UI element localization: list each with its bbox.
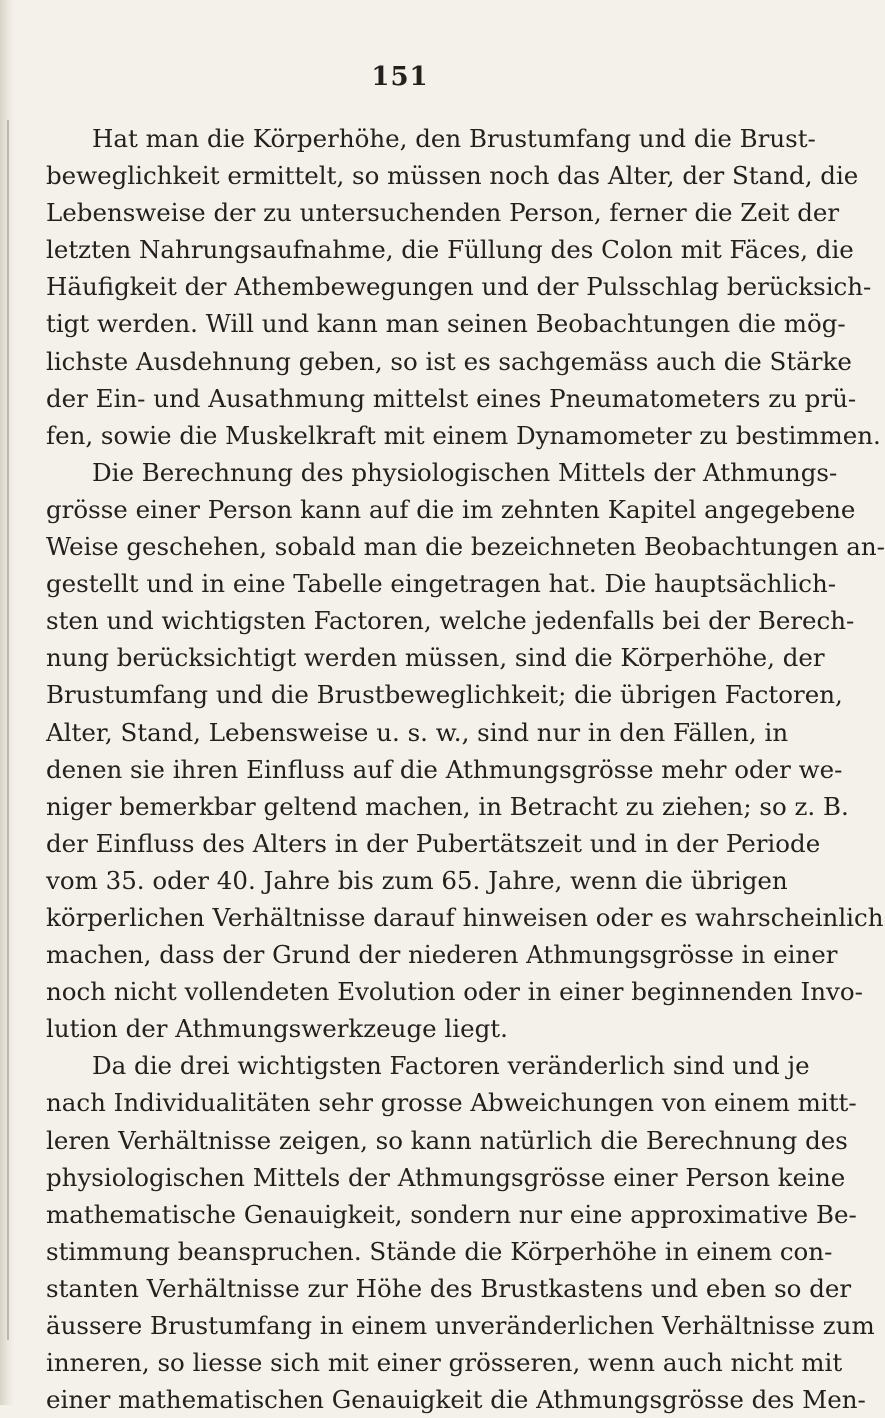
text-line: sten und wichtigsten Factoren, welche jedenfalls bei der Berech- [46,606,855,636]
text-line: stanten Verhältnisse zur Höhe des Brustkastens und eben so der [46,1273,852,1303]
text-line: Hat man die Körperhöhe, den Brustumfang und die Brust- [92,124,816,153]
text-line: letzten Nahrungsaufnahme, die Füllung des Colon mit Fäces, die [46,235,854,265]
text-line: Brustumfang und die Brustbeweglichkeit; die übrigen Factoren, [46,680,843,710]
text-line: tigt werden. Will und kann man seinen Beobachtungen die mög- [46,309,846,339]
text-line: noch nicht vollendeten Evolution oder in einer beginnenden Invo- [46,977,863,1007]
text-line: denen sie ihren Einfluss auf die Athmungsgrösse mehr oder we- [46,754,843,784]
text-line: nung berücksichtigt werden müssen, sind die Körperhöhe, der [46,643,825,673]
text-line: körperlichen Verhältnisse darauf hinweisen oder es wahrscheinlich [46,902,884,932]
text-line: Weise geschehen, sobald man die bezeichneten Beobachtungen an- [46,532,885,562]
body-text [46,120,885,1418]
text-line: Da die drei wichtigsten Factoren veränderlich sind und je [92,1051,810,1081]
text-line: inneren, so liesse sich mit einer grösseren, wenn auch nicht mit [46,1348,843,1378]
text-line: der Einfluss des Alters in der Pubertätszeit und in der Periode [46,828,821,858]
text-line: stimmung beanspruchen. Stände die Körperhöhe in einem con- [46,1236,833,1266]
text-line: leren Verhältnisse zeigen, so kann natürlich die Berechnung des [46,1125,848,1155]
text-line: lution der Athmungswerkzeuge liegt. [46,1014,508,1044]
text-line: Lebensweise der zu untersuchenden Person, ferner die Zeit der [46,198,840,228]
text-line: Häufigkeit der Athembewegungen und der Pulsschlag berücksich- [46,272,872,302]
text-line: Alter, Stand, Lebensweise u. s. w., sind nur in den Fällen, in [46,717,789,747]
text-line: nach Individualitäten sehr grosse Abweichungen von einem mitt- [46,1088,857,1118]
text-line: der Ein- und Ausathmung mittelst eines Pneumatometers zu prü- [46,383,857,413]
text-line: gestellt und in eine Tabelle eingetragen hat. Die hauptsächlich- [46,569,837,599]
text-line: fen, sowie die Muskelkraft mit einem Dynamometer zu bestimmen. [46,420,881,450]
text-line: mathematische Genauigkeit, sondern nur eine approximative Be- [46,1199,857,1229]
text-line: einer mathematischen Genauigkeit die Athmungsgrösse des Men- [46,1385,866,1415]
text-line: niger bemerkbar geltend machen, in Betracht zu ziehen; so z. B. [46,791,849,821]
text-line: äussere Brustumfang in einem unveränderlichen Verhältnisse zum [46,1311,875,1340]
text-line: grösse einer Person kann auf die im zehnten Kapitel angegebene [46,494,856,524]
text-line: physiologischen Mittels der Athmungsgrösse einer Person keine [46,1162,846,1192]
text-line: beweglichkeit ermittelt, so müssen noch das Alter, der Stand, die [46,161,859,191]
page-number: 151 [371,62,429,92]
text-line: Die Berechnung des physiologischen Mittels der Athmungs- [92,457,838,487]
text-line: machen, dass der Grund der niederen Athmungsgrösse in einer [46,940,838,970]
text-line: vom 35. oder 40. Jahre bis zum 65. Jahre, wenn die übrigen [46,865,788,895]
binding-shadow-line [7,120,9,1340]
text-line: lichste Ausdehnung geben, so ist es sachgemäss auch die Stärke [46,346,852,376]
